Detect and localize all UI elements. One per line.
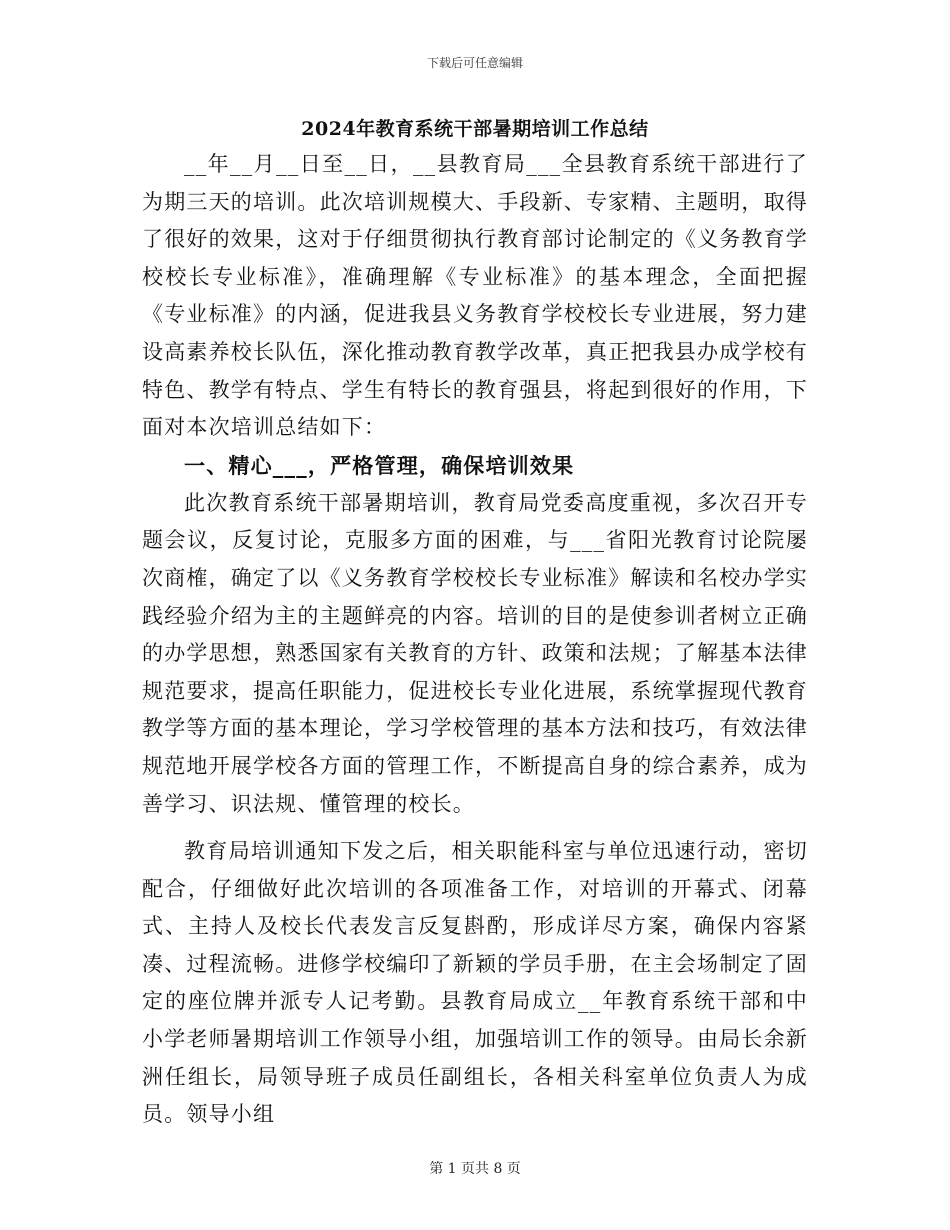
paragraph-intro: __年__月__日至__日，__县教育局___全县教育系统干部进行了为期三天的培训。此次培训规模大、手段新、专家精、主题明，取得了很好的效果，这对于仔细贯彻执行教育部讨论制定的《义务教育学校校长专业标准》，准确理解《专业标准》的基本理念，全面把握《专业标准》的内涵，促进我县义务教育学校校长专业进展，努力建设高素养校长队伍，深化推动教育教学改革，真正把我县办成学校有特色、教学有特点、学生有特长的教育强县，将起到很好的作用，下面对本次培训总结如下：: [142, 152, 808, 440]
section-heading-1: 一、精心___，严格管理，确保培训效果: [184, 452, 575, 478]
document-body: [142, 146, 808, 1134]
page-header-note: 下载后可任意编辑: [426, 56, 523, 70]
paragraph-preparation: 教育局培训通知下发之后，相关职能科室与单位迅速行动，密切配合，仔细做好此次培训的各项准备工作，对培训的开幕式、闭幕式、主持人及校长代表发言反复斟酌，形成详尽方案，确保内容紧凑、过程流畅。进修学校编印了新颖的学员手册，在主会场制定了固定的座位牌并派专人记考勤。县教育局成立__年教育系统干部和中小学老师暑期培训工作领导小组，加强培训工作的领导。由局长余新洲任组长，局领导班子成员任副组长，各相关科室单位负责人为成员。领导小组: [142, 839, 808, 1127]
paragraph-training-purpose: 此次教育系统干部暑期培训，教育局党委高度重视，多次召开专题会议，反复讨论，克服多方面的困难，与___省阳光教育讨论院屡次商榷，确定了以《义务教育学校校长专业标准》解读和名校办学实践经验介绍为主的主题鲜亮的内容。培训的目的是使参训者树立正确的办学思想，熟悉国家有关教育的方针、政策和法规；了解基本法律规范要求，提高任职能力，促进校长专业化进展，系统掌握现代教育教学等方面的基本理论，学习学校管理的基本方法和技巧，有效法律规范地开展学校各方面的管理工作，不断提高自身的综合素养，成为善学习、识法规、懂管理的校长。: [142, 490, 808, 816]
document-title: 2024年教育系统干部暑期培训工作总结: [301, 118, 649, 140]
page-number-footer: 第 1 页共 8 页: [429, 1161, 521, 1177]
